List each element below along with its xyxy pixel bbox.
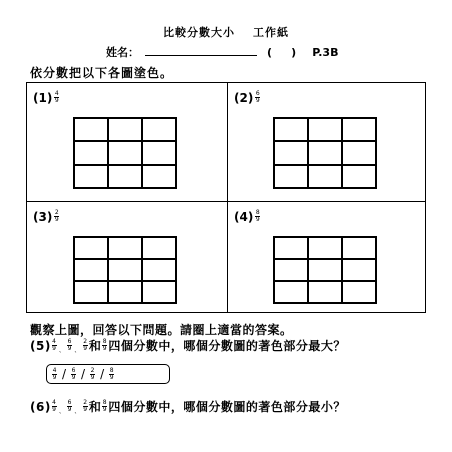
grid-cell[interactable] — [142, 259, 176, 281]
q5-frac-4: $\frac{8}{9}$ — [102, 338, 108, 352]
grid-cell[interactable] — [342, 165, 376, 188]
grid-cell[interactable] — [274, 118, 308, 141]
title-main: 比較分數大小 — [163, 26, 235, 39]
q6-frac-1: $\frac{4}{9}$ — [52, 399, 57, 413]
fraction-grid-2[interactable] — [273, 117, 377, 189]
grid-cell[interactable] — [308, 281, 342, 303]
grid-cell[interactable] — [74, 118, 108, 141]
question-label-4 — [234, 210, 260, 224]
answer-slash: / — [62, 367, 67, 381]
q5-sep-2: 、 — [74, 347, 81, 354]
q6-sep-1: 、 — [58, 408, 66, 415]
q2-fraction: $\frac{6}{9}$ — [255, 90, 260, 104]
title-sub: 工作紙 — [253, 26, 289, 39]
observe-instruction: 觀察上圖，回答以下問題。請圈上適當的答案。 — [30, 323, 293, 337]
fraction-grid-3[interactable] — [73, 236, 177, 304]
q1-fraction: $\frac{4}{9}$ — [54, 90, 59, 104]
grid-cell[interactable] — [274, 165, 308, 188]
question-box-3 — [26, 201, 228, 313]
grid-cell[interactable] — [274, 237, 308, 259]
grid-cell[interactable] — [274, 141, 308, 164]
q5-frac-3: $\frac{2}{9}$ — [83, 338, 88, 352]
question-6 — [30, 398, 346, 415]
worksheet-title — [0, 24, 452, 40]
name-blank[interactable] — [145, 45, 257, 56]
q5-sep-1: 、 — [58, 347, 66, 354]
class-label: P.3B — [312, 46, 339, 59]
q5-frac-2: $\frac{6}{9}$ — [67, 338, 72, 352]
q3-fraction: $\frac{2}{9}$ — [54, 209, 59, 223]
name-label: 姓名： — [106, 46, 139, 59]
q6-frac-3: $\frac{2}{9}$ — [83, 399, 88, 413]
grid-cell[interactable] — [142, 141, 176, 164]
answer-choice-8-9[interactable]: $\frac{8}{9}$ — [109, 366, 114, 381]
grid-cell[interactable] — [142, 237, 176, 259]
q4-fraction: $\frac{8}{9}$ — [255, 209, 260, 223]
q5-answer-choices[interactable] — [46, 364, 170, 384]
grid-cell[interactable] — [74, 165, 108, 188]
fraction-grid-1[interactable] — [73, 117, 177, 189]
grid-cell[interactable] — [108, 118, 142, 141]
answer-choice-4-9[interactable]: $\frac{4}{9}$ — [52, 366, 57, 381]
answer-slash: / — [100, 367, 105, 381]
q6-frac-2: $\frac{6}{9}$ — [67, 399, 72, 413]
q4-number: (4) — [234, 210, 254, 224]
q2-number: (2) — [234, 91, 254, 105]
grid-cell[interactable] — [108, 259, 142, 281]
grid-cell[interactable] — [342, 141, 376, 164]
grid-cell[interactable] — [108, 165, 142, 188]
q6-frac-4: $\frac{8}{9}$ — [102, 399, 108, 413]
question-5 — [30, 337, 346, 354]
grid-cell[interactable] — [74, 237, 108, 259]
question-box-4 — [227, 201, 426, 313]
q6-number: (6) — [30, 399, 51, 414]
q3-number: (3) — [33, 210, 53, 224]
grid-cell[interactable] — [74, 259, 108, 281]
name-line — [106, 44, 338, 60]
class-number-paren[interactable]: ( ) — [267, 46, 297, 59]
grid-cell[interactable] — [308, 141, 342, 164]
grid-cell[interactable] — [308, 259, 342, 281]
fraction-grid-4[interactable] — [273, 236, 377, 304]
q1-number: (1) — [33, 91, 53, 105]
grid-cell[interactable] — [108, 141, 142, 164]
answer-slash: / — [81, 367, 86, 381]
question-box-2 — [227, 82, 426, 202]
answer-choice-6-9[interactable]: $\frac{6}{9}$ — [71, 366, 76, 381]
grid-cell[interactable] — [274, 259, 308, 281]
q5-text: 四個分數中，哪個分數圖的著色部分最大？ — [108, 339, 346, 353]
question-label-1 — [33, 91, 59, 105]
grid-cell[interactable] — [308, 165, 342, 188]
q5-number: (5) — [30, 338, 51, 353]
grid-cell[interactable] — [142, 118, 176, 141]
q5-and: 和 — [88, 339, 102, 353]
q6-sep-2: 、 — [74, 408, 81, 415]
grid-cell[interactable] — [342, 259, 376, 281]
grid-cell[interactable] — [342, 118, 376, 141]
grid-cell[interactable] — [342, 237, 376, 259]
grid-cell[interactable] — [142, 165, 176, 188]
grid-cell[interactable] — [74, 281, 108, 303]
grid-cell[interactable] — [308, 237, 342, 259]
grid-cell[interactable] — [308, 118, 342, 141]
question-box-1 — [26, 82, 228, 202]
instruction: 依分數把以下各圖塗色。 — [30, 66, 174, 80]
grid-cell[interactable] — [274, 281, 308, 303]
question-label-3 — [33, 210, 59, 224]
answer-choice-2-9[interactable]: $\frac{2}{9}$ — [90, 366, 95, 381]
grid-cell[interactable] — [74, 141, 108, 164]
question-label-2 — [234, 91, 260, 105]
grid-cell[interactable] — [108, 281, 142, 303]
q6-and: 和 — [88, 400, 102, 414]
q6-text: 四個分數中，哪個分數圖的著色部分最小？ — [108, 400, 346, 414]
grid-cell[interactable] — [108, 237, 142, 259]
grid-cell[interactable] — [342, 281, 376, 303]
q5-frac-1: $\frac{4}{9}$ — [52, 338, 57, 352]
grid-cell[interactable] — [142, 281, 176, 303]
